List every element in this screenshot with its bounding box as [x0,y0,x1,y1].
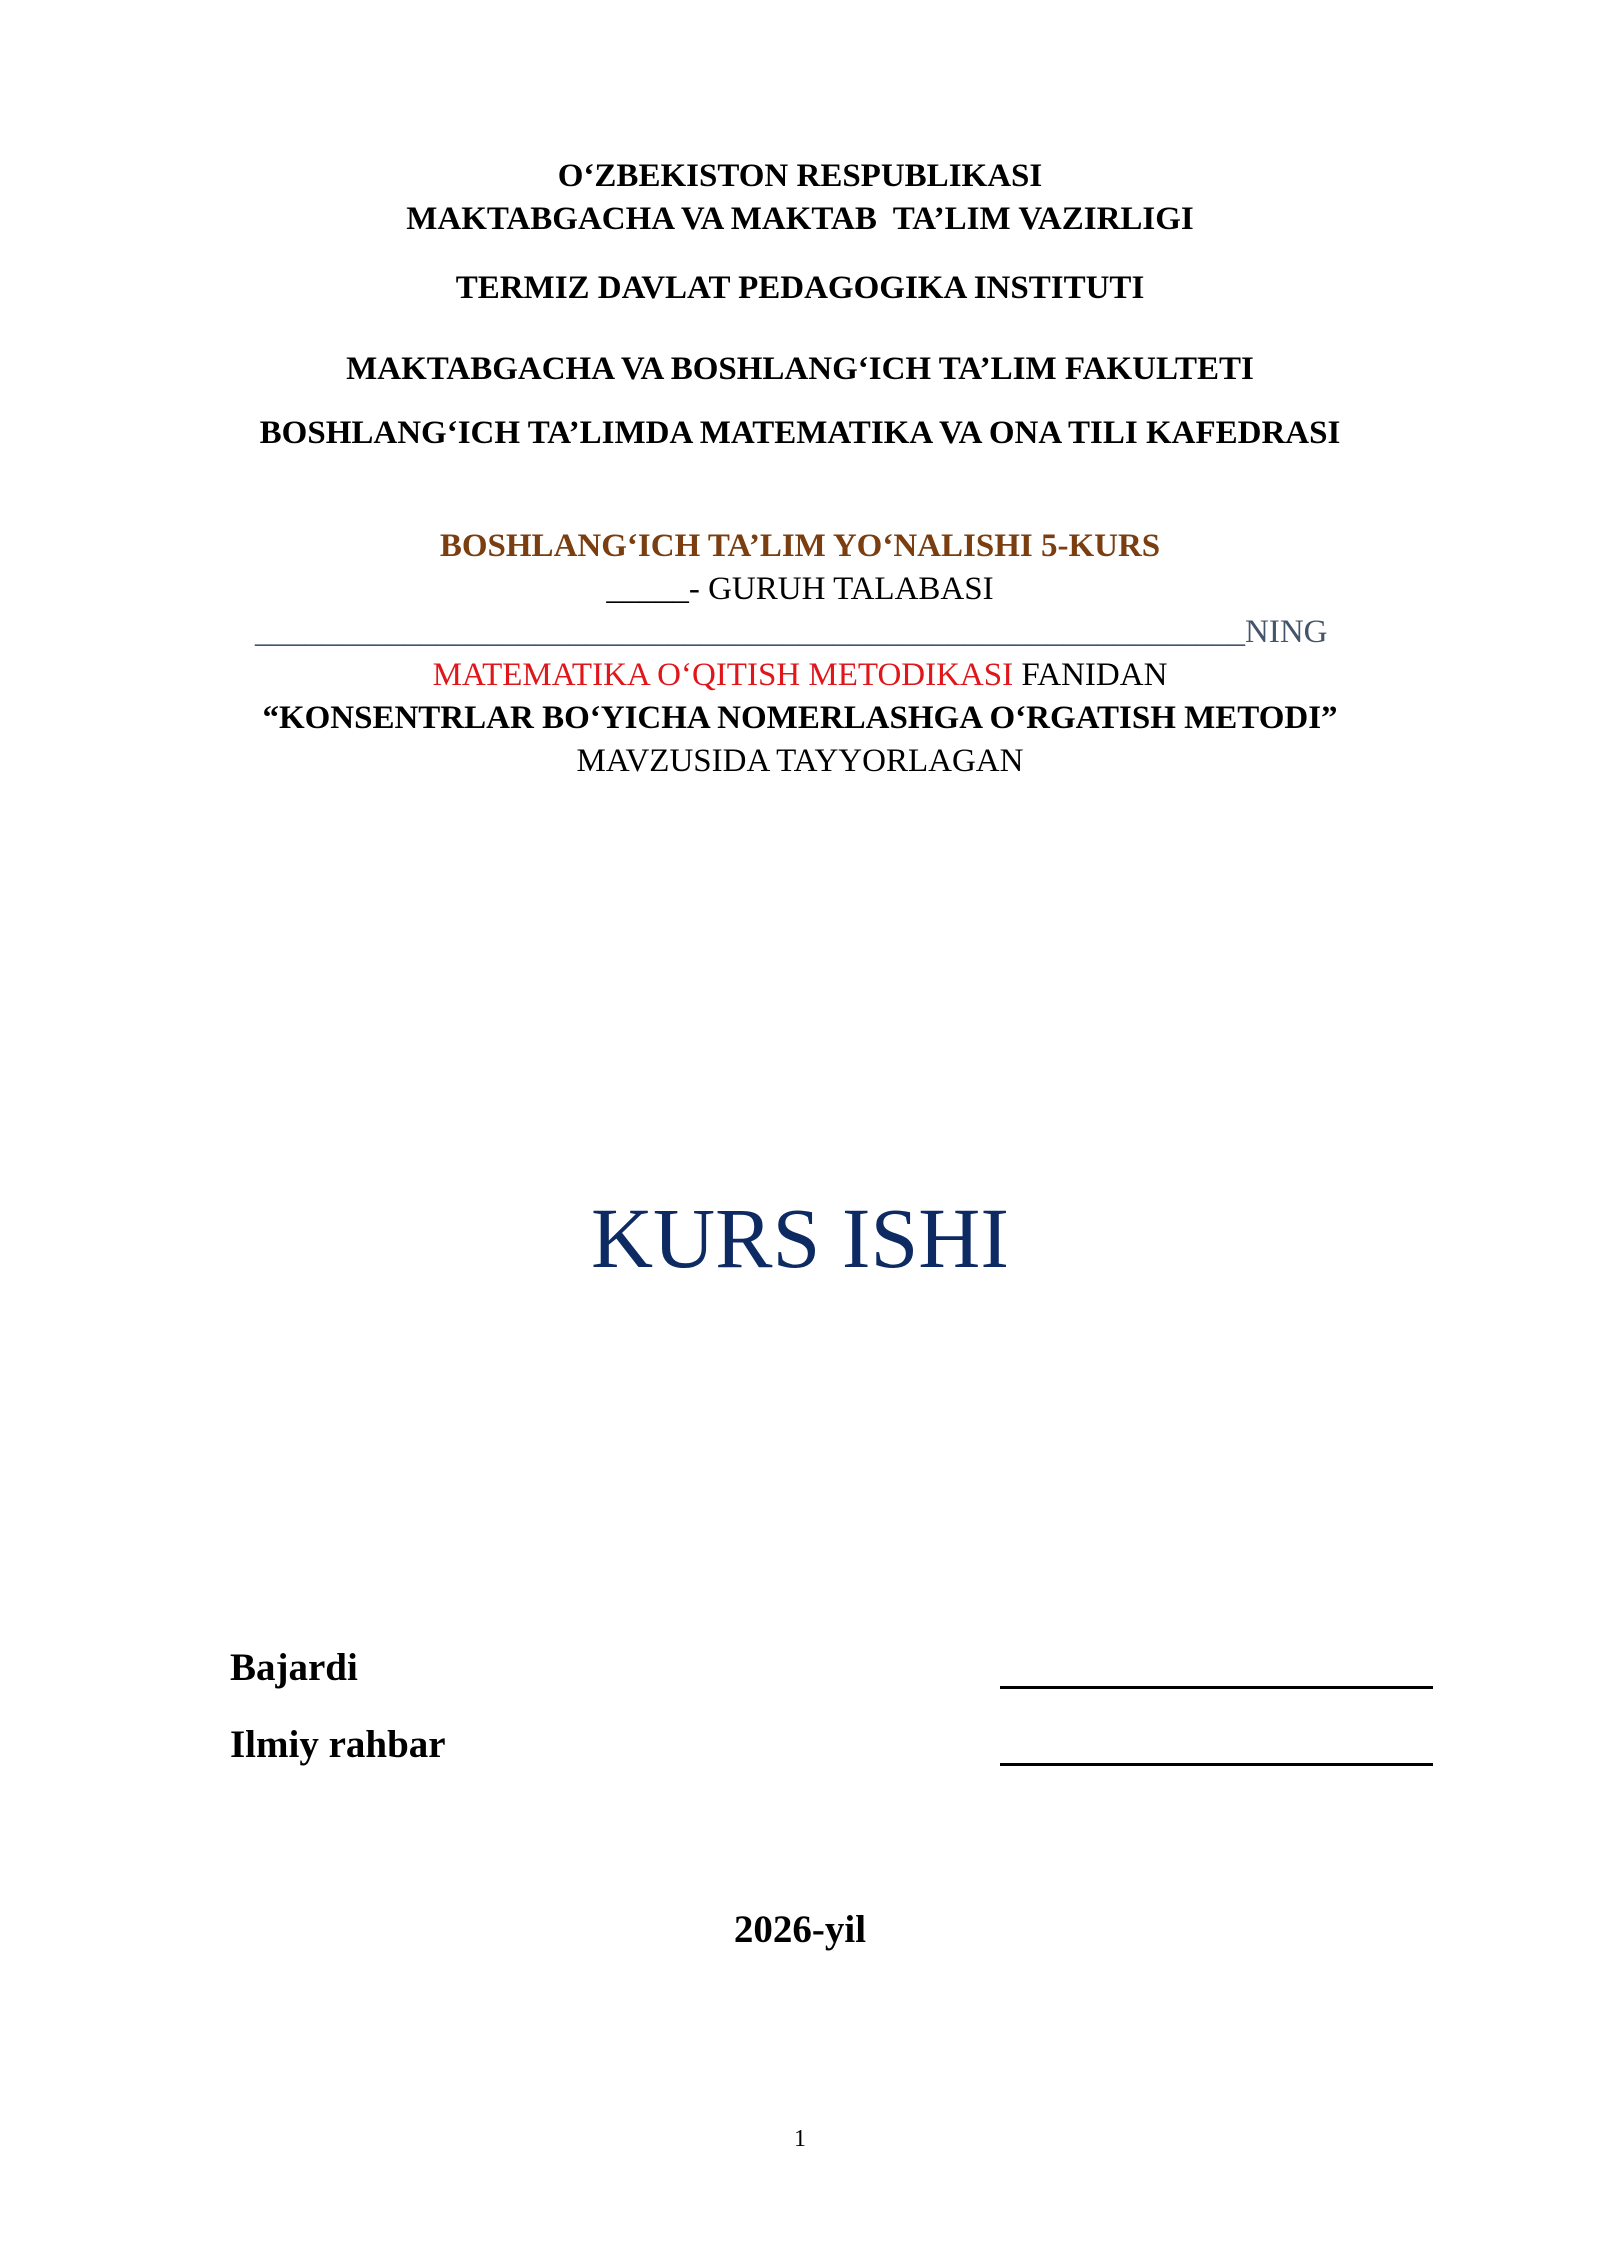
department-heading: BOSHLANG‘ICH TA’LIMDA MATEMATIKA VA ONA TILI KAFEDRASI [259,415,1341,451]
ministry-heading: MAKTABGACHA VA MAKTAB TA’LIM VAZIRLIGI [406,201,1194,237]
student-name-blank: ____________________________________________________________ [255,614,1245,650]
course-line: BOSHLANG‘ICH TA’LIM YO‘NALISHI 5-KURS [439,528,1161,564]
year-label: 2026-yil [733,1908,867,1951]
performed-by-label: Bajardi [230,1646,358,1689]
supervisor-label: Ilmiy rahbar [230,1723,446,1766]
subject-line [0,659,1600,692]
supervisor-row [230,1725,1440,1771]
subject-name: MATEMATIKA O‘QITISH METODIKASI [432,657,1014,693]
supervisor-signature-line [1000,1725,1433,1766]
group-line: _____- GURUH TALABASI [606,571,994,607]
prepared-line: MAVZUSIDA TAYYORLAGAN [576,743,1024,779]
topic-line: “KONSENTRLAR BO‘YICHA NOMERLASHGA O‘RGATISH METODI” [262,700,1338,736]
republic-heading: O‘ZBEKISTON RESPUBLIKASI [557,158,1043,194]
page-number: 1 [794,2126,806,2152]
performed-by-signature-line [1000,1648,1433,1689]
student-suffix: NING [1245,614,1328,650]
faculty-heading: MAKTABGACHA VA BOSHLANG‘ICH TA’LIM FAKULTETI [346,351,1254,387]
subject-suffix: FANIDAN [1013,657,1168,693]
performed-by-row [230,1648,1440,1694]
institute-heading: TERMIZ DAVLAT PEDAGOGIKA INSTITUTI [455,270,1145,306]
student-name-line [255,616,1327,649]
document-title: KURS ISHI [590,1190,1010,1286]
